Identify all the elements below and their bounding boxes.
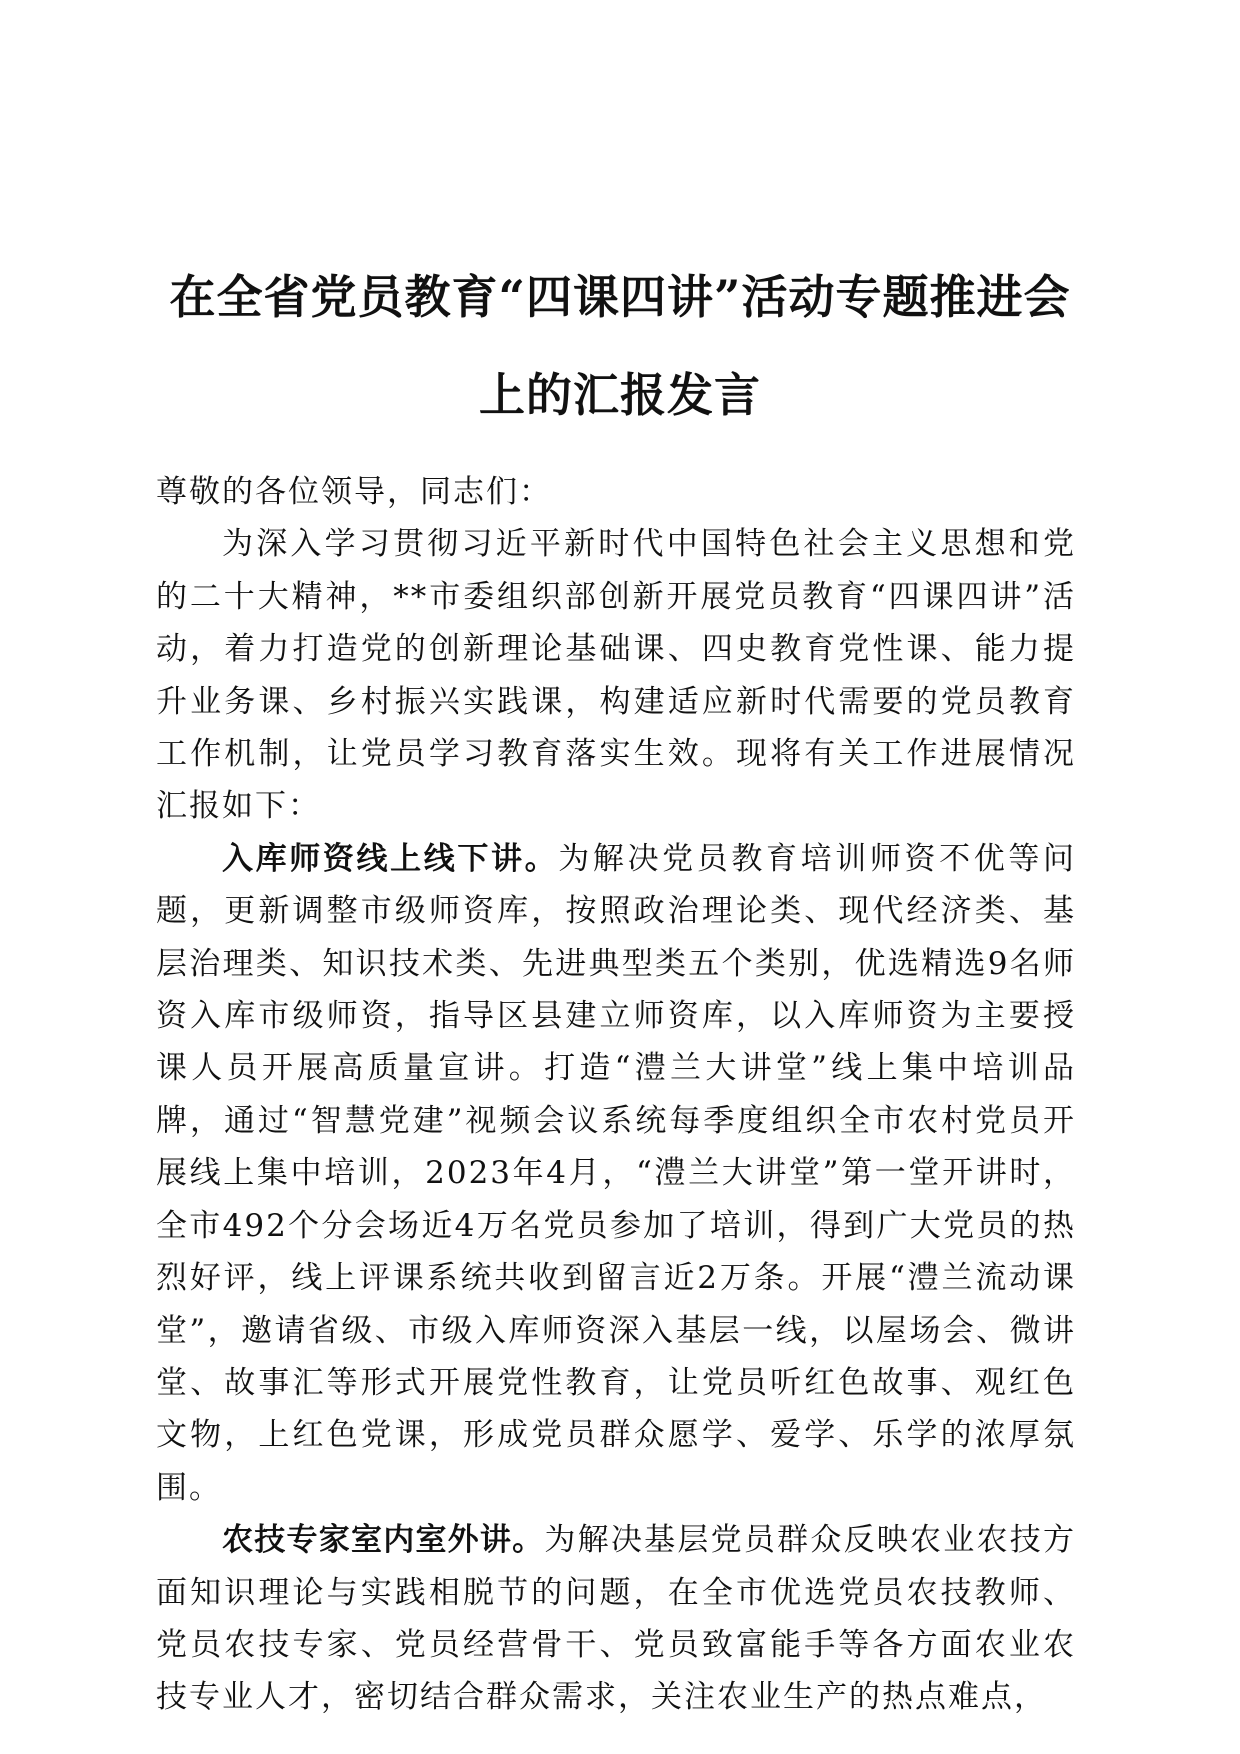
- section-2-heading: 农技专家室内室外讲。: [222, 1522, 545, 1559]
- section-1-paragraph: [156, 833, 1076, 1514]
- document-body: [156, 466, 1076, 1724]
- intro-paragraph: 为深入学习贯彻习近平新时代中国特色社会主义思想和党的二十大精神，**市委组织部创新开展党员教育“四课四讲”活动，着力打造党的创新理论基础课、四史教育党性课、能力提升业务课、乡村振兴实践课，构建适应新时代需要的党员教育工作机制，让党员学习教育落实生效。现将有关工作进展情况汇报如下：: [156, 526, 1076, 825]
- section-1-text: 为解决党员教育培训师资不优等问题，更新调整市级师资库，按照政治理论类、现代经济类、基层治理类、知识技术类、先进典型类五个类别，优选精选9名师资入库市级师资，指导区县建立师资库，以入库师资为主要授课人员开展高质量宣讲。打造“澧兰大讲堂”线上集中培训品牌，通过“智慧党建”视频会议系统每季度组织全市农村党员开展线上集中培训，2023年4月，“澧兰大讲堂”第一堂开讲时，全市492个分会场近4万名党员参加了培训，得到广大党员的热烈好评，线上评课系统共收到留言近2万条。开展“澧兰流动课堂”，邀请省级、市级入库师资深入基层一线，以屋场会、微讲堂、故事汇等形式开展党性教育，让党员听红色故事、观红色文物，上红色党课，形成党员群众愿学、爱学、乐学的浓厚氛围。: [156, 840, 1076, 1506]
- section-2-paragraph: [156, 1514, 1076, 1724]
- section-2-text: 为解决基层党员群众反映农业农技方面知识理论与实践相脱节的问题，在全市优选党员农技教师、党员农技专家、党员经营骨干、党员致富能手等各方面农业农技专业人才，密切结合群众需求，关注农业生产的热点难点，: [156, 1522, 1077, 1716]
- title-line-1: 在全省党员教育“四课四讲”活动专题推进会: [169, 270, 1071, 324]
- document-title: [140, 248, 1100, 444]
- title-line-2: 上的汇报发言: [479, 368, 761, 422]
- salutation: 尊敬的各位领导，同志们：: [156, 474, 552, 510]
- section-1-heading: 入库师资线上线下讲。: [222, 840, 559, 877]
